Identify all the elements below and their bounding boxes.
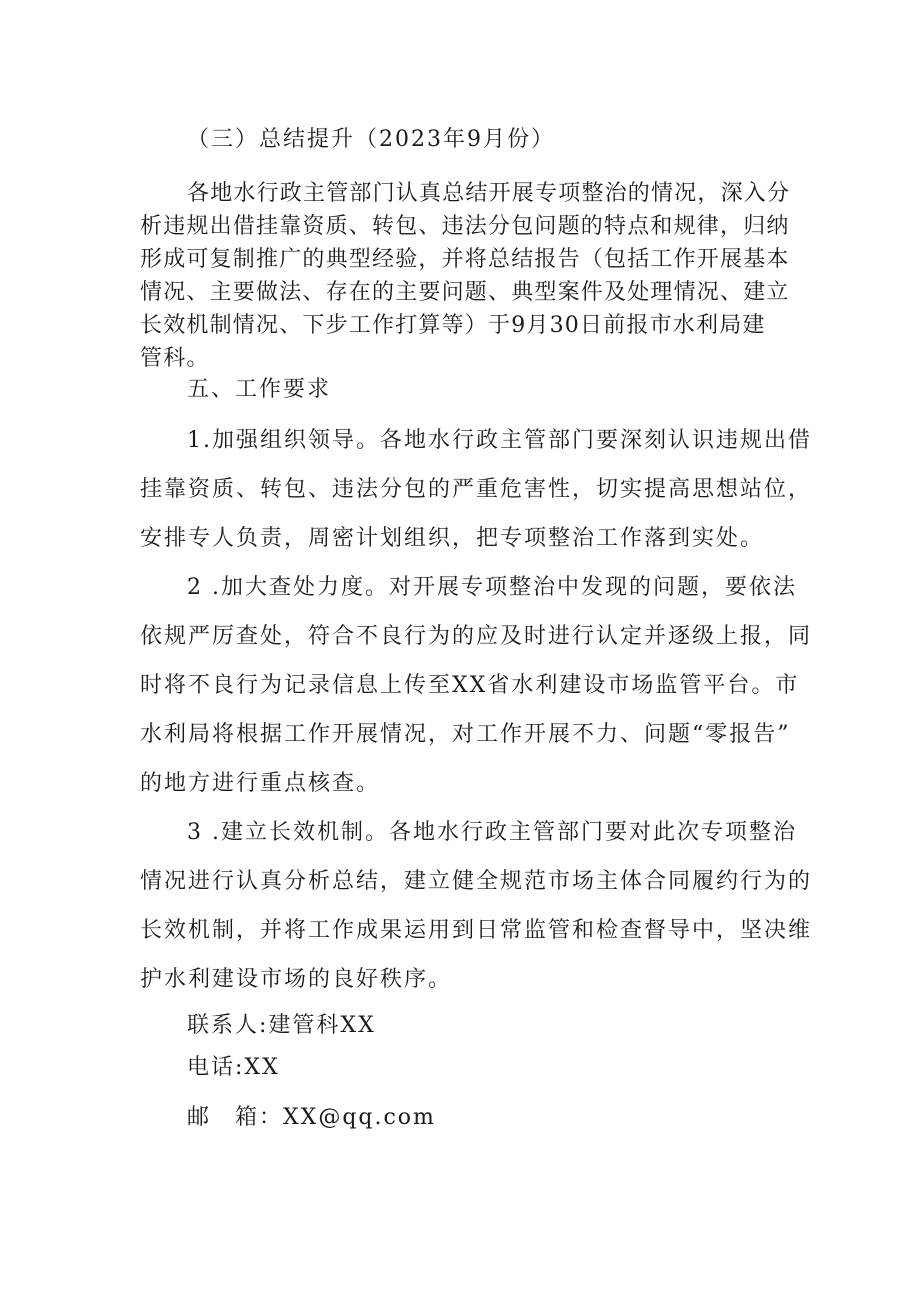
paragraph-line: 1.加强组织领导。各地水行政主管部门要深刻认识违规出借 <box>187 428 812 453</box>
paragraph-line: 情况、主要做法、存在的主要问题、典型案件及处理情况、建立 <box>140 280 790 305</box>
paragraph-line: 长效机制情况、下步工作打算等）于9月30日前报市水利局建 <box>140 313 766 338</box>
paragraph-line: 挂靠资质、转包、违法分包的严重危害性，切实提高思想站位， <box>140 477 813 502</box>
paragraph-line: 安排专人负责，周密计划组织，把专项整治工作落到实处。 <box>140 526 765 551</box>
paragraph-line: 析违规出借挂靠资质、转包、违法分包问题的特点和规律，归纳 <box>140 214 790 239</box>
paragraph-line: 情况进行认真分析总结，建立健全规范市场主体合同履约行为的 <box>140 869 813 894</box>
paragraph-line: 依规严厉查处，符合不良行为的应及时进行认定并逐级上报，同 <box>140 624 813 649</box>
paragraph-line: 时将不良行为记录信息上传至XX省水利建设市场监管平台。市 <box>140 673 800 698</box>
section-heading-requirements: 五、工作要求 <box>187 377 332 402</box>
paragraph-line: 各地水行政主管部门认真总结开展专项整治的情况，深入分 <box>187 181 791 206</box>
contact-person: 联系人:建管科XX <box>187 1013 376 1038</box>
paragraph-line: 2 .加大查处力度。对开展专项整治中发现的问题，要依法 <box>187 575 797 600</box>
paragraph-line: 长效机制，并将工作成果运用到日常监管和检查督导中，坚决维 <box>140 918 813 943</box>
paragraph-line: 形成可复制推广的典型经验，并将总结报告（包括工作开展基本 <box>140 247 790 272</box>
section-heading-summary: （三）总结提升（2023年9月份） <box>187 127 555 152</box>
paragraph-line: 3 .建立长效机制。各地水行政主管部门要对此次专项整治 <box>187 820 797 845</box>
contact-phone: 电话:XX <box>187 1055 280 1080</box>
paragraph-line: 水利局将根据工作开展情况，对工作开展不力、问题“零报告” <box>140 722 791 747</box>
paragraph-line: 的地方进行重点核查。 <box>140 771 381 796</box>
paragraph-line: 护水利建设市场的良好秩序。 <box>140 967 453 992</box>
contact-email: 邮 箱：XX@qq.com <box>187 1105 436 1130</box>
paragraph-line: 管科。 <box>140 346 210 371</box>
